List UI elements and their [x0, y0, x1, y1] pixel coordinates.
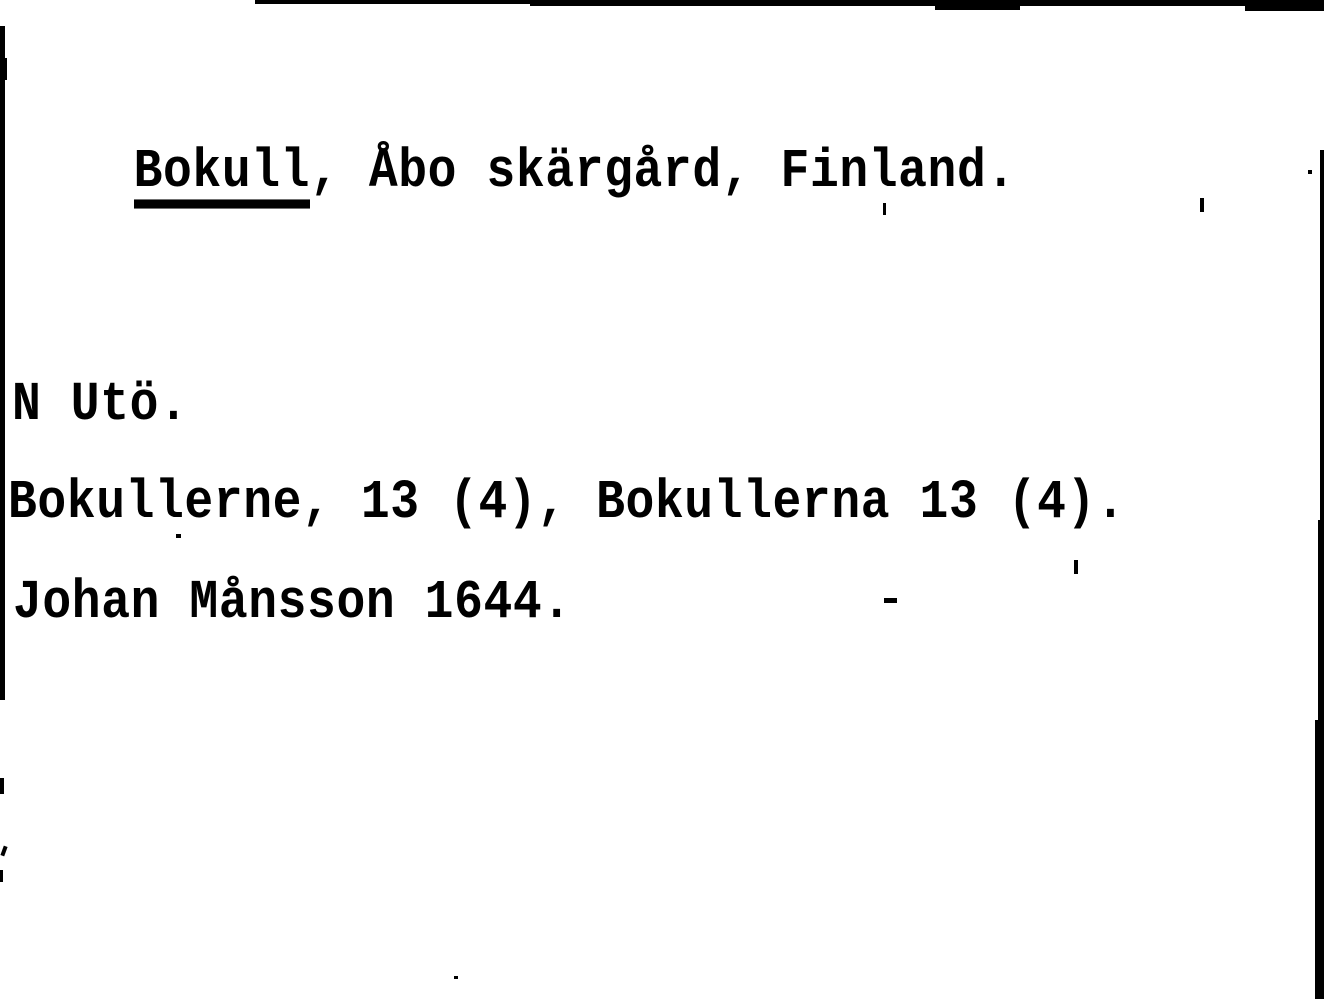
- title-location: , Åbo skärgård, Finland.: [310, 141, 1016, 203]
- scan-artifact-left-edge: [0, 870, 3, 882]
- scan-artifact-top-edge: [530, 0, 1324, 6]
- scan-speck: [454, 976, 458, 979]
- scan-speck: [1074, 560, 1078, 574]
- scan-artifact-top-edge: [1245, 0, 1324, 11]
- scan-speck: [176, 534, 181, 538]
- scan-artifact-left-edge: [0, 778, 4, 794]
- scan-speck: [1200, 198, 1204, 212]
- title-headword: Bokull: [134, 145, 310, 209]
- scan-speck: [884, 598, 897, 603]
- name-variants-line: Bokullerne, 13 (4), Bokullerna 13 (4).: [8, 472, 1126, 535]
- card-title: [16, 90, 1016, 263]
- source-citation-line: Johan Månsson 1644.: [13, 572, 572, 635]
- scan-artifact-left-edge: [0, 846, 7, 857]
- scan-artifact-left-edge: [0, 26, 5, 700]
- scan-artifact-left-edge: [0, 58, 7, 80]
- scan-artifact-right-edge: [1315, 720, 1324, 999]
- direction-line: N Utö.: [12, 374, 189, 437]
- scan-artifact-top-edge: [935, 0, 1020, 10]
- scan-speck: [1308, 170, 1312, 174]
